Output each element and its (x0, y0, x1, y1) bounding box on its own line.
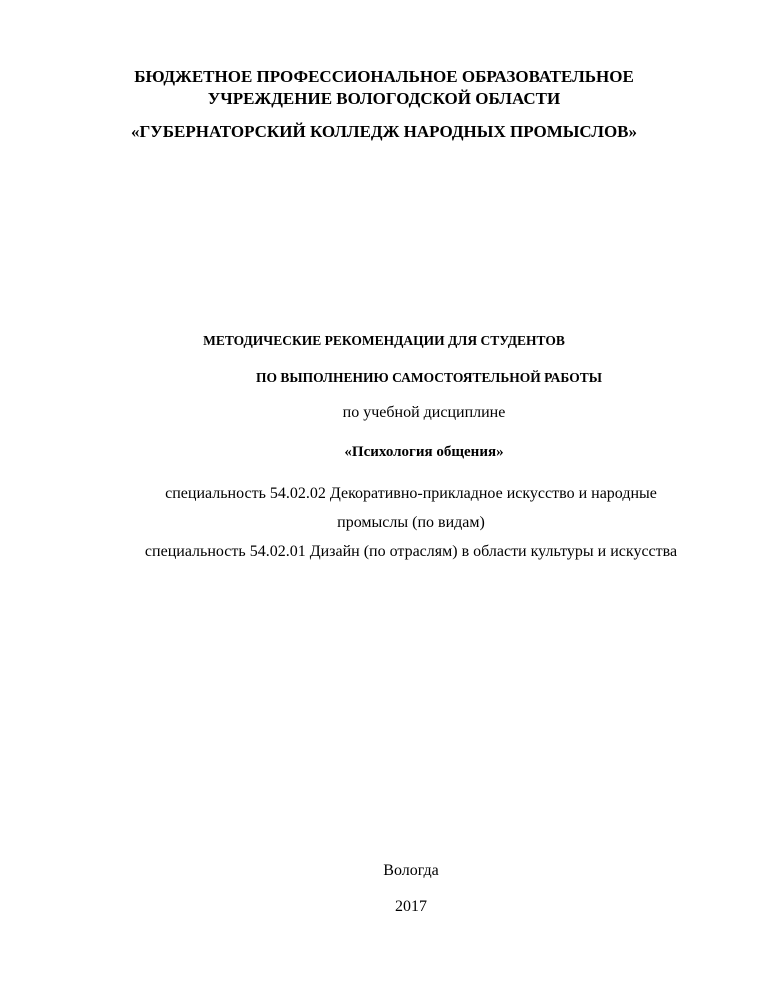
document-title-line-1: МЕТОДИЧЕСКИЕ РЕКОМЕНДАЦИИ ДЛЯ СТУДЕНТОВ (203, 333, 565, 348)
document-title-line-2: ПО ВЫПОЛНЕНИЮ САМОСТОЯТЕЛЬНОЙ РАБОТЫ (255, 370, 603, 385)
year: 2017 (395, 898, 427, 915)
specialty-1-line-2: промыслы (по видам) (337, 514, 485, 531)
college-name: «ГУБЕРНАТОРСКИЙ КОЛЛЕДЖ НАРОДНЫХ ПРОМЫСЛОВ» (130, 122, 638, 141)
specialty-1-line-1: специальность 54.02.02 Декоративно-прикладное искусство и народные (165, 485, 657, 502)
specialty-2: специальность 54.02.01 Дизайн (по отраслям) в области культуры и искусства (144, 543, 678, 560)
institution-line-2: УЧРЕЖДЕНИЕ ВОЛОГОДСКОЙ ОБЛАСТИ (207, 89, 561, 108)
institution-line-1: БЮДЖЕТНОЕ ПРОФЕССИОНАЛЬНОЕ ОБРАЗОВАТЕЛЬНОЕ (134, 67, 634, 86)
discipline-intro: по учебной дисциплине (342, 404, 506, 421)
city: Вологда (383, 862, 439, 879)
discipline-name: «Психология общения» (344, 444, 504, 460)
